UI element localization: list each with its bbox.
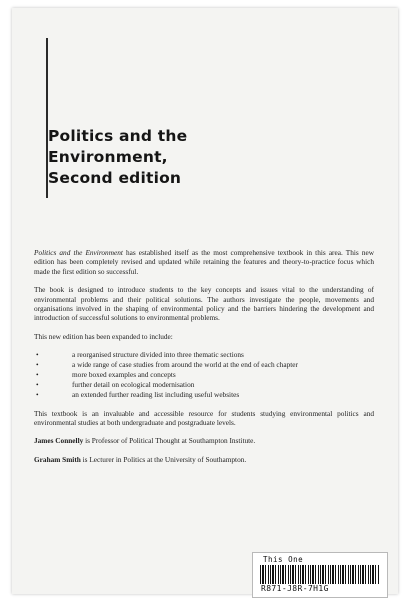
sticker-label: This One (263, 555, 304, 564)
author-name: Graham Smith (34, 454, 81, 464)
list-item: • further detail on ecological modernisation (34, 380, 374, 389)
author-bio-text: is Lecturer in Politics at the University of Southampton. (80, 454, 247, 464)
barcode-sticker (252, 552, 388, 598)
blurb-paragraph-3: This new edition has been expanded to include: (34, 331, 173, 341)
blurb-paragraph-2: The book is designed to introduce students to the key concepts and issues vital to the understanding of environmental problems and their political solutions. The authors investigate the people, movements and organisations involved in the shaping of environmental policy and the barriers hindering the development and introduction of successful solutions to environmental problems. (34, 285, 374, 323)
feature-list (34, 350, 374, 399)
title-line-1: Politics and the (48, 127, 188, 145)
author-bio-2 (34, 455, 374, 464)
blurb-paragraph-1-text: has established itself as the most comprehensive textbook in this area. This new edition has been completely revised and updated while retaining the features and theory-to-practice focus which made the first edition so successful. (34, 248, 374, 276)
author-bio-1 (34, 436, 374, 445)
list-item: • an extended further reading list including useful websites (34, 390, 374, 399)
sticker-code: R871-J8R-7H1G (261, 584, 329, 593)
blurb-paragraph-4: This textbook is an invaluable and accessible resource for students studying environmental politics and environmental studies at both undergraduate and postgraduate levels. (34, 408, 374, 428)
author-bio-text: is Professor of Political Thought at Southampton Institute. (83, 436, 256, 446)
barcode (260, 565, 380, 584)
title-line-3: Second edition (48, 169, 182, 187)
book-title-italic: Politics and the Environment (34, 248, 123, 257)
author-name: James Connelly (34, 436, 84, 446)
list-item: • a reorganised structure divided into three thematic sections (34, 350, 374, 359)
blurb-paragraph-1 (34, 248, 374, 276)
blurb (34, 248, 374, 473)
list-item: • a wide range of case studies from around the world at the end of each chapter (34, 360, 374, 369)
book-title (48, 126, 187, 189)
title-line-2: Environment, (48, 148, 168, 166)
back-cover (12, 8, 398, 594)
list-item: • more boxed examples and concepts (34, 370, 374, 379)
